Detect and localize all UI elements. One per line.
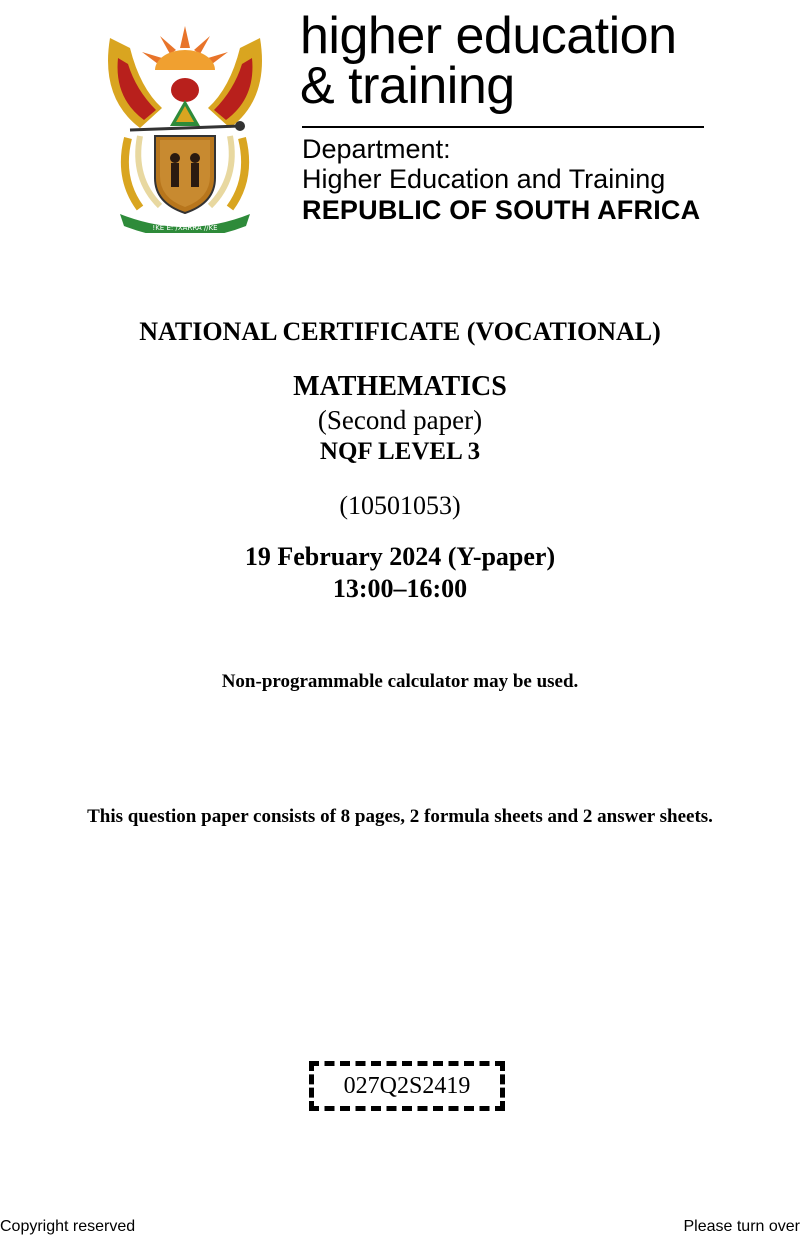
svg-text:!KE E: /XARRA //KE: !KE E: /XARRA //KE <box>152 224 218 232</box>
wordmark-divider <box>302 126 704 128</box>
paper-number-box <box>309 1061 505 1111</box>
copyright-notice: Copyright reserved <box>0 1218 136 1235</box>
pages-note: This question paper consists of 8 pages, 2 formula sheets and 2 answer sheets. <box>87 806 713 827</box>
exam-time: 13:00–16:00 <box>332 574 468 603</box>
subject-title: MATHEMATICS <box>293 371 507 402</box>
certificate-title: NATIONAL CERTIFICATE (VOCATIONAL) <box>139 317 661 346</box>
calculator-note: Non-programmable calculator may be used. <box>221 671 579 692</box>
coat-of-arms-logo <box>100 18 270 233</box>
paper-number: 027Q2S2419 <box>343 1073 471 1099</box>
turn-over-notice: Please turn over <box>683 1218 800 1235</box>
country-name: REPUBLIC OF SOUTH AFRICA <box>302 195 701 225</box>
department-name: Higher Education and Training <box>302 164 666 194</box>
department-label: Department: <box>302 134 451 164</box>
subject-code: (10501053) <box>339 491 461 520</box>
paper-name: (Second paper) <box>317 405 483 435</box>
exam-date: 19 February 2024 (Y-paper) <box>244 542 556 571</box>
wordmark-line2: & training <box>300 57 515 115</box>
nqf-level: NQF LEVEL 3 <box>319 438 481 465</box>
wordmark-line1: higher education <box>300 7 677 65</box>
